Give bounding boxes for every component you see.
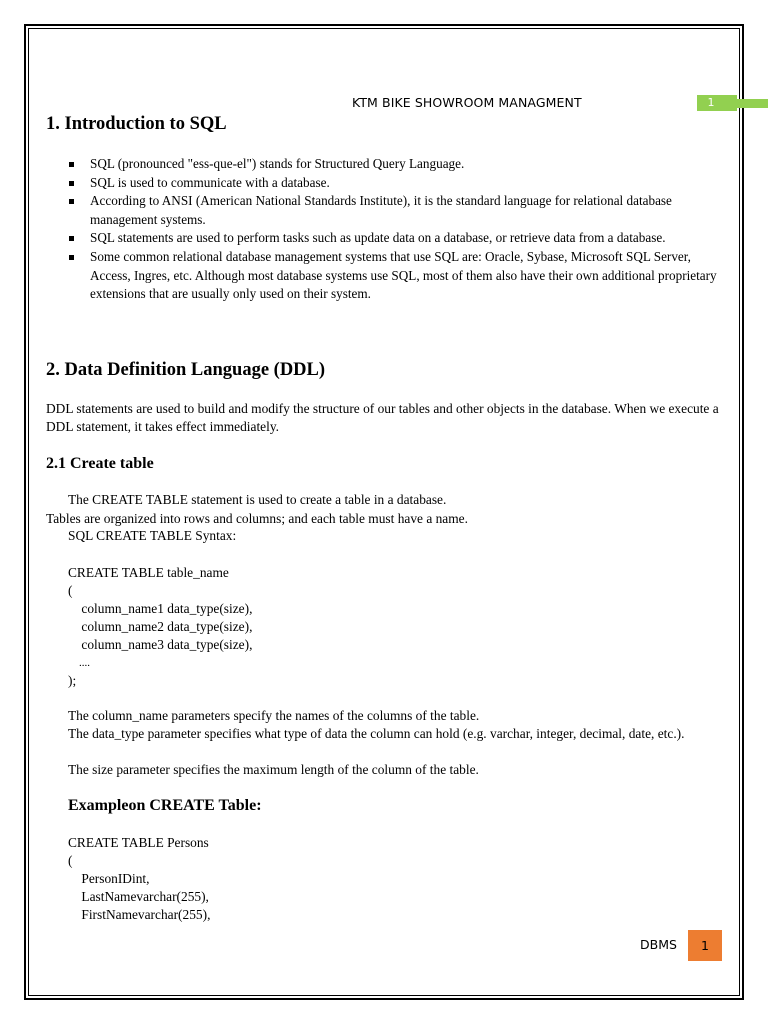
list-item-text: Some common relational database management systems that use SQL are: Oracle, Sybase, Microsoft SQL Server, Access, Ingres, etc. Although most database systems use SQL, most of them also have their own additional proprietary extensions that are usually only used on their system. xyxy=(90,248,717,302)
syntax-line: .... xyxy=(68,657,90,669)
bullet-square-icon xyxy=(69,181,74,186)
list-item xyxy=(68,174,728,193)
header-title: KTM BIKE SHOWROOM MANAGMENT xyxy=(352,95,582,110)
list-item-text: SQL statements are used to perform tasks such as update data on a database, or retrieve data from a database. xyxy=(90,230,666,246)
bullet-square-icon xyxy=(69,255,74,260)
create-table-line1: The CREATE TABLE statement is used to create a table in a database. xyxy=(68,492,447,507)
syntax-line: ); xyxy=(68,673,77,688)
syntax-line: column_name3 data_type(size), xyxy=(68,637,253,652)
list-item xyxy=(68,229,728,248)
example-heading: Exampleon CREATE Table: xyxy=(68,797,262,814)
bullet-square-icon xyxy=(69,236,74,241)
list-item xyxy=(68,248,728,304)
section2-intro: DDL statements are used to build and modify the structure of our tables and other objects in the database. When we execute a DDL statement, it takes effect immediately. xyxy=(46,401,719,434)
section1-bullet-list xyxy=(68,155,728,304)
bullet-square-icon xyxy=(69,199,74,204)
footer-label: DBMS xyxy=(640,937,677,952)
example-line: ( xyxy=(68,853,73,868)
example-line: PersonIDint, xyxy=(68,871,150,886)
example-line: FirstNamevarchar(255), xyxy=(68,907,211,922)
example-line: CREATE TABLE Persons xyxy=(68,835,209,850)
list-item-text: SQL (pronounced "ess-que-el") stands for Structured Query Language. xyxy=(90,156,465,171)
header-page-bar-extension xyxy=(737,99,768,108)
create-table-line2: Tables are organized into rows and columns; and each table must have a name. xyxy=(46,511,468,526)
desc-size: The size parameter specifies the maximum length of the column of the table. xyxy=(68,762,479,777)
bullet-square-icon xyxy=(69,162,74,167)
list-item xyxy=(68,155,728,174)
section1-heading: 1. Introduction to SQL xyxy=(46,114,227,134)
desc-column-name: The column_name parameters specify the names of the columns of the table. xyxy=(68,708,480,723)
footer-page-number: 1 xyxy=(688,930,722,961)
list-item-text: SQL is used to communicate with a database. xyxy=(90,174,330,190)
syntax-line: column_name1 data_type(size), xyxy=(68,601,253,616)
syntax-line: column_name2 data_type(size), xyxy=(68,619,253,634)
list-item xyxy=(68,192,728,229)
create-table-line3: SQL CREATE TABLE Syntax: xyxy=(68,528,237,543)
header-page-number: 1 xyxy=(707,96,715,109)
section2-heading: 2. Data Definition Language (DDL) xyxy=(46,360,326,380)
syntax-line: CREATE TABLE table_name xyxy=(68,565,229,580)
section21-heading: 2.1 Create table xyxy=(46,455,154,472)
desc-data-type: The data_type parameter specifies what type of data the column can hold (e.g. varchar, integer, decimal, date, etc.). xyxy=(68,726,685,741)
example-line: LastNamevarchar(255), xyxy=(68,889,209,904)
list-item-text: According to ANSI (American National Standards Institute), it is the standard language for relational database management systems. xyxy=(90,193,672,227)
syntax-line: ( xyxy=(68,583,73,598)
